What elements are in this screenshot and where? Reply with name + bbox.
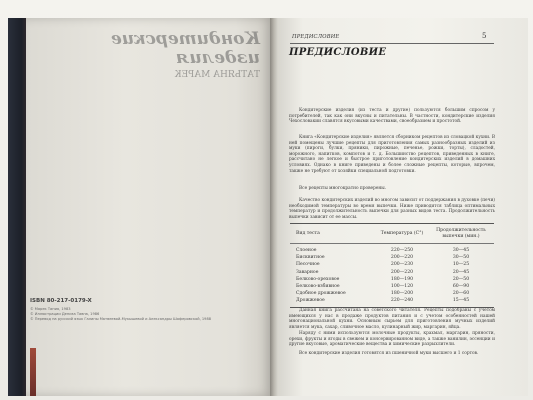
- table-row: [290, 261, 494, 268]
- running-head: ПРЕДИСЛОВИЕ: [292, 34, 340, 40]
- table-header-cell: Вид теста: [296, 231, 320, 236]
- table-row: [290, 247, 494, 254]
- book-gutter: [270, 18, 278, 396]
- mirrored-subtitle-text: ТАТЬЯНА МАРЕК: [174, 70, 260, 80]
- table-header-cell: Температура (С°): [380, 230, 424, 236]
- paragraph: Книга «Кондитерские изделия» является сборником рецептов из словацкой кухни. В ней помещены лучшие рецепты для приготовления самых разнообразных изделий из муки (пироги, булки, пряники, пирожные, печенье, рожки, торты), сладостей, морожного, напитков, компотов и т. д. Большинство рецептов, приведенных в книге, рассчитано не легкое и быстрое приготовление кондитерских изделий в домашних условиях. Однако в книге приведены и более сложные рецепты, которые, впрочем, также не требуют от хозяйки специальной подготовки.: [289, 135, 495, 174]
- copyright-line: © Перевод на русский язык Галины Матвеевой-Мукышевой и Александры Шоферовской, 1988: [30, 317, 212, 321]
- mirrored-cover-title: [60, 30, 260, 81]
- table-cell: Слоеное: [296, 248, 317, 254]
- mirrored-title-text: Кондитерские изделия: [110, 29, 260, 68]
- copyright-line: © Иллюстрации Дениза Тавна, 1986: [30, 312, 100, 316]
- copyright-line: © Марек Тания, 1983: [30, 307, 71, 311]
- paragraph: Все рецепты многократно проверены.: [299, 186, 387, 191]
- table-cell: Дрожжевое: [296, 298, 325, 304]
- table-cell: Белково-ореховое: [296, 276, 340, 282]
- table-cell: 30—45: [452, 248, 470, 254]
- paragraph: Данная книга рассчитана на советского читателя. Рецепты подобраны с учетом имеющихся у нас в продаже продуктов питания и с учетом особенностей нашей многонациональной кухни. Основным сырьем для приготовления мучных изделий является мука, сахар, сливочное масло, кулинарный жир, маргарин, яйца.: [289, 308, 495, 330]
- table-cell: 100—120: [390, 284, 414, 290]
- header-rule: [290, 43, 494, 44]
- page-title: ПРЕДИСЛОВИЕ: [289, 47, 387, 58]
- table-cell: 10—25: [452, 262, 470, 268]
- paragraph: Кондитерские изделия (из теста и другие) пользуются большим спросом у потребителей, так как они вкусны и питательны. В частности, кондитерские изделия Чехословакии славятся вкусовыми качествами, своеобразием и простотой.: [289, 108, 495, 125]
- table-row: [290, 283, 494, 290]
- table-row: [290, 290, 494, 297]
- table-row: [290, 254, 494, 261]
- table-header-row: [290, 224, 494, 244]
- table-body: [290, 244, 494, 307]
- table-cell: 20—50: [452, 276, 470, 282]
- table-cell: 200—220: [390, 255, 414, 261]
- table-cell: 20—60: [452, 291, 470, 297]
- table-cell: Сдобное дрожжевое: [296, 291, 346, 297]
- table-cell: 30—50: [452, 255, 470, 261]
- table-cell: Бисквитное: [296, 255, 325, 261]
- table-header-cell: Продолжительность выпечки (мин.): [436, 228, 486, 239]
- page-number: 5: [482, 32, 487, 40]
- table-cell: 220—240: [390, 298, 414, 304]
- table-cell: Белково-взбивное: [296, 284, 340, 290]
- isbn-text: ISBN 80-217-0179-X: [30, 298, 92, 304]
- table-cell: 60—90: [452, 284, 470, 290]
- baking-table: [290, 223, 494, 308]
- table-row: [290, 297, 494, 304]
- cover-illustration-strip: [30, 348, 36, 396]
- table-cell: 180—190: [390, 276, 414, 282]
- table-cell: Песочное: [296, 262, 320, 268]
- table-cell: 20—45: [452, 269, 470, 275]
- table-cell: 200—230: [390, 262, 414, 268]
- table-cell: 180—200: [390, 291, 414, 297]
- paragraph: Наряду с ними используются молочные продукты, крахмал, маргарин, пряности, орехи, фрукты и ягоды в свежем и консервированном виде, а также ванилин, эссенции и другие вкусовые, ароматические вещества и химические разрыхлители.: [289, 331, 495, 348]
- table-cell: 15—45: [452, 298, 470, 304]
- paragraph: Все кондитерские изделия готовятся из пшеничной муки высшего и 1 сортов.: [299, 351, 479, 356]
- table-cell: 220—250: [390, 248, 414, 254]
- paragraph: Качество кондитерских изделий во многом зависит от поддержания в духовке (печи) необходимой температуры во время выпечки. Ниже приводится таблица оптимальных температур и продолжительность выпечки для разных видов теста. Продолжительность выпечки зависит от ее массы.: [289, 198, 495, 220]
- table-cell: Заварное: [296, 269, 319, 275]
- table-row: [290, 269, 494, 276]
- table-cell: 200—220: [390, 269, 414, 275]
- table-row: [290, 276, 494, 283]
